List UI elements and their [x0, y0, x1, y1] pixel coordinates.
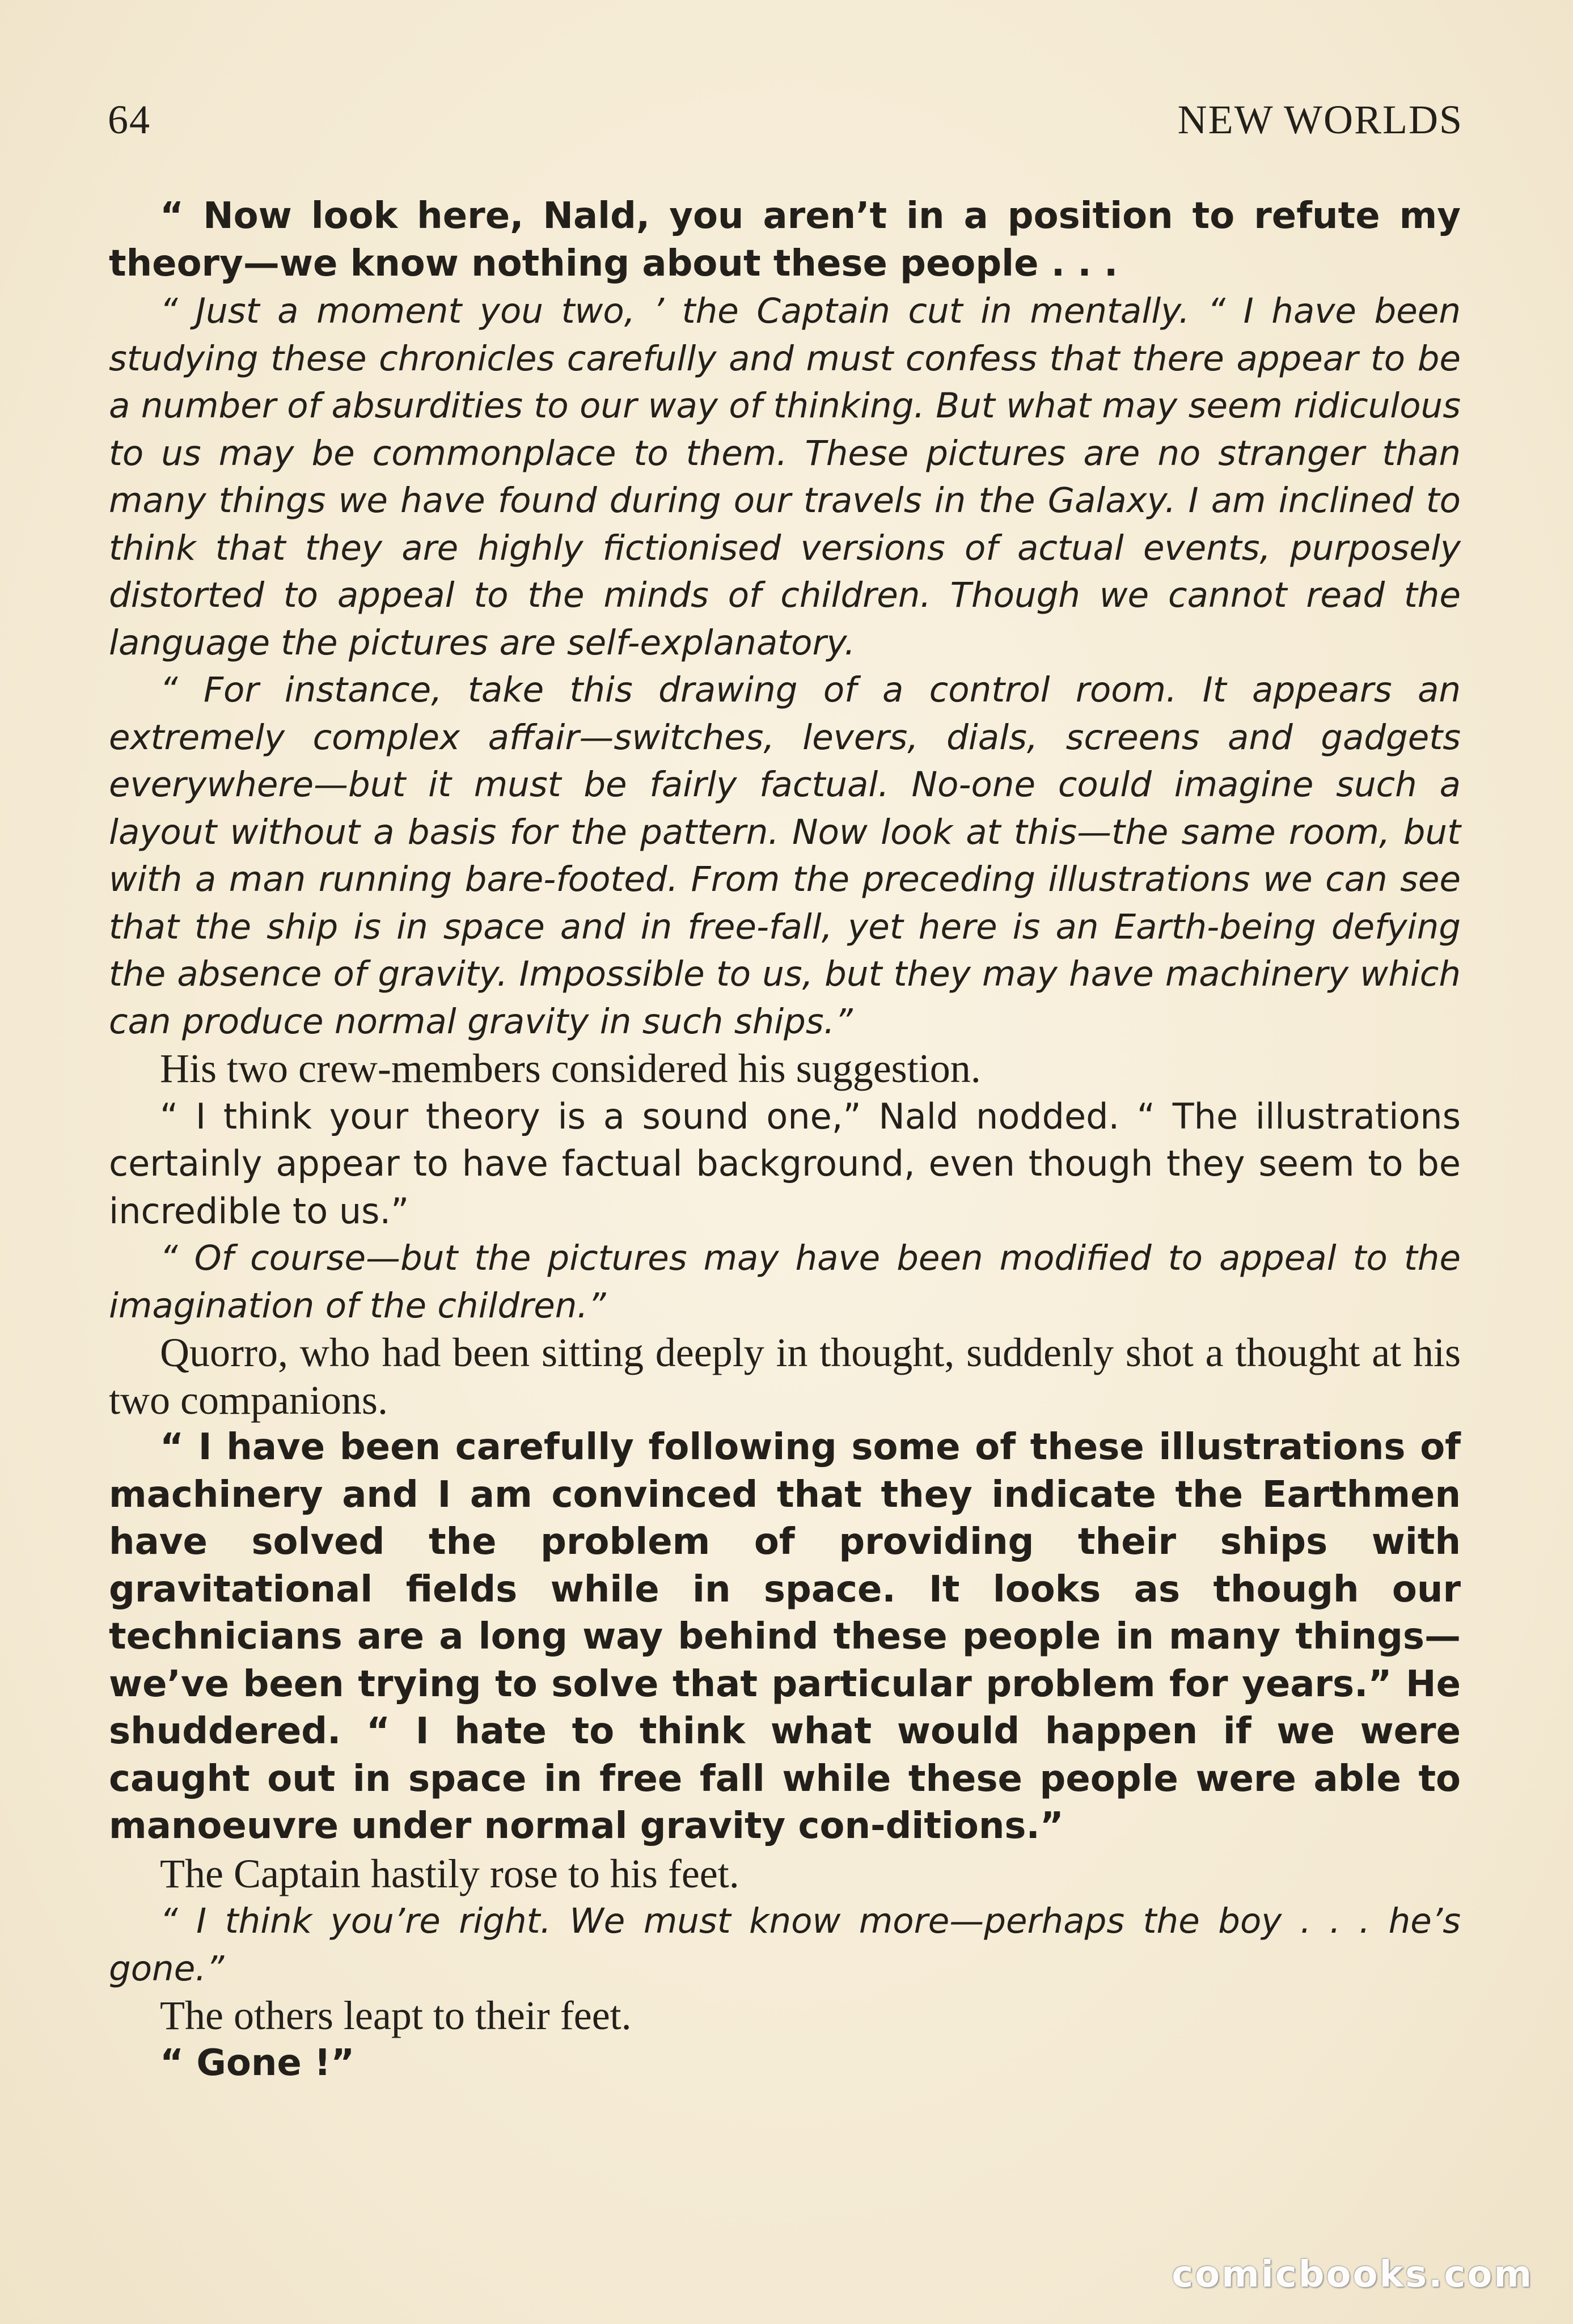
page-number: 64 — [108, 97, 151, 142]
paragraph-11: The others leapt to their feet. — [160, 1993, 632, 2038]
body-text — [109, 193, 1461, 2087]
watermark: comicbooks.com — [1172, 2254, 1533, 2296]
paragraph-10: “ I think you’re right. We must know more—perhaps the boy . . . he’s gone.” — [109, 1901, 1461, 1989]
paragraph-8: “ I have been carefully following some of these illustrations of machinery and I am convinced that they indicate the Earthmen have solved the problem of providing their ships with gravitational fields while in space. It looks as though our technicians are a long way behind these people in many things—we’ve been trying to solve that particular problem for years.” He shuddered. “ I hate to think what would happen if we were caught out in space in free fall while these people were able to manoeuvre under normal gravity con-ditions.” — [109, 1426, 1461, 1847]
paragraph-2: “ Just a moment you two, ’ the Captain cut in mentally. “ I have been studying these chronicles carefully and must confess that there appear to be a number of absurdities to our way of thinking. But what may seem ridiculous to us may be commonplace to them. These pictures are no stranger than many things we have found during our travels in the Galaxy. I am inclined to think that they are highly fictionised versions of actual events, purposely distorted to appeal to the minds of children. Though we cannot read the language the pictures are self-explanatory. — [109, 291, 1461, 663]
paragraph-1: “ Now look here, Nald, you aren’t in a position to refute my theory—we know nothing about these people . . . — [109, 195, 1461, 285]
running-head: NEW WORLDS — [1177, 97, 1463, 142]
paragraph-3: “ For instance, take this drawing of a control room. It appears an extremely complex affair—switches, levers, dials, screens and gadgets everywhere—but it must be fairly factual. No-one could imagine such a layout without a basis for the pattern. Now look at this—the same room, but with a man running bare-footed. From the preceding illustrations we can see that the ship is in space and in free-fall, yet here is an Earth-being defying the absence of gravity. Impossible to us, but they may have machinery which can produce normal gravity in such ships.” — [109, 670, 1461, 1042]
paragraph-7: Quorro, who had been sitting deeply in thought, suddenly shot a thought at his two companions. — [109, 1330, 1461, 1423]
paragraph-12: “ Gone !” — [160, 2042, 355, 2084]
paragraph-5: “ I think your theory is a sound one,” Nald nodded. “ The illustrations certainly appear to have factual background, even though they seem to be incredible to us.” — [109, 1095, 1461, 1232]
page-header — [108, 96, 1463, 159]
paragraph-4: His two crew-members considered his suggestion. — [160, 1046, 981, 1091]
paragraph-6: “ Of course—but the pictures may have been modified to appeal to the imagination of the children.” — [109, 1238, 1461, 1326]
paragraph-9: The Captain hastily rose to his feet. — [160, 1850, 739, 1896]
